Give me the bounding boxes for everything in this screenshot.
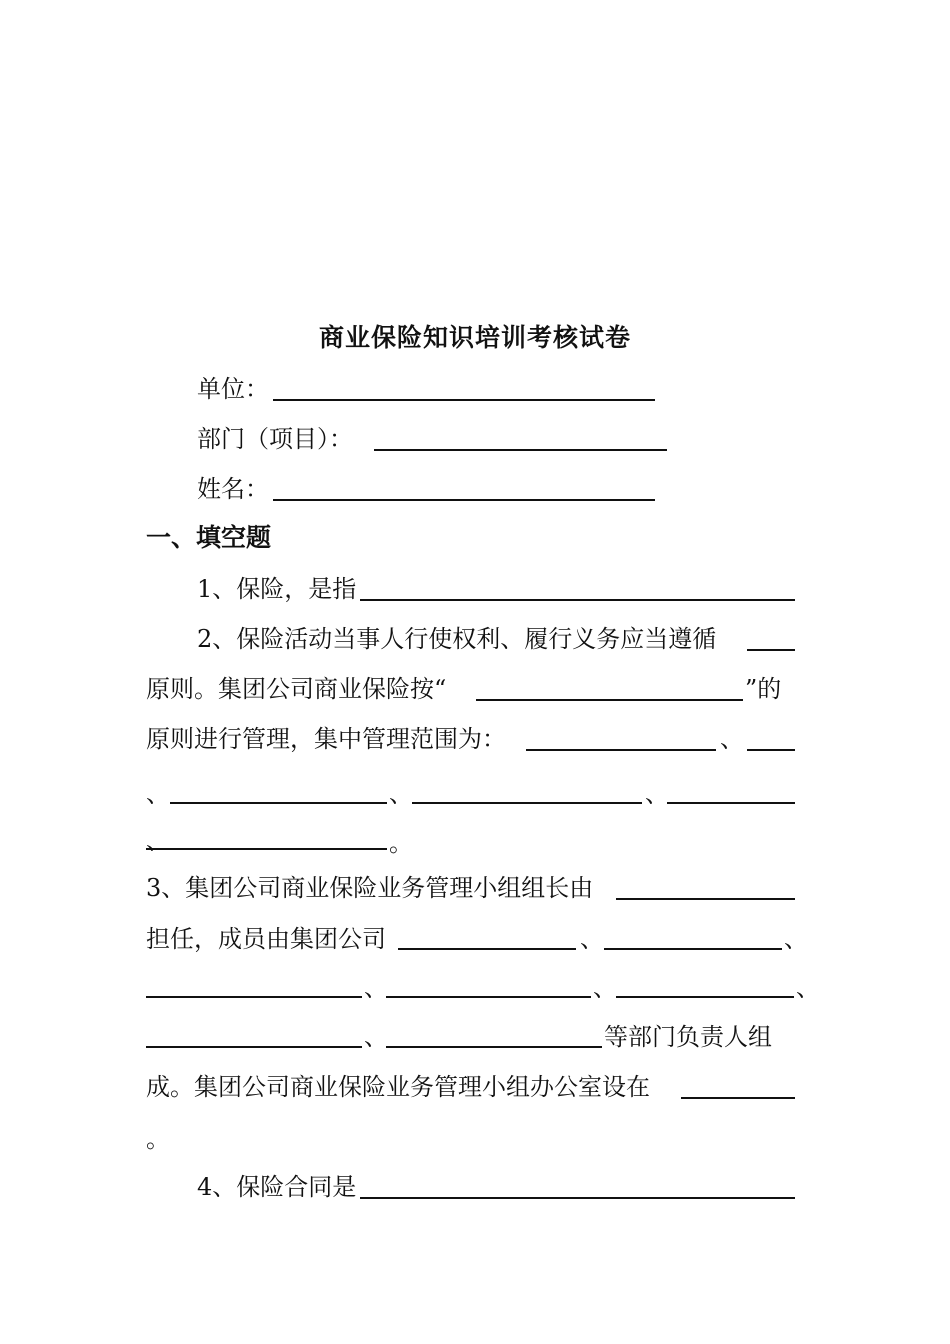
- question-3-blank-2[interactable]: [398, 948, 576, 950]
- unit-label: 单位：: [197, 375, 269, 403]
- department-label: 部门（项目）：: [197, 425, 353, 453]
- separator: 、: [580, 925, 604, 953]
- question-1-text: 1、保险，是指: [197, 575, 357, 603]
- question-3-blank-1[interactable]: [616, 898, 795, 900]
- separator: 、: [146, 780, 170, 808]
- question-3-end-mark: 。: [146, 1125, 170, 1153]
- separator: 、: [593, 974, 617, 1002]
- question-3-blank-8[interactable]: [386, 1046, 602, 1048]
- question-2-blank-6[interactable]: [412, 802, 642, 804]
- question-2-blank-2[interactable]: [476, 699, 743, 701]
- question-3-line-2: 担任，成员由集团公司: [146, 925, 386, 953]
- question-3-blank-5[interactable]: [386, 996, 591, 998]
- question-2-end-mark: 。: [389, 829, 413, 857]
- question-2-blank-1[interactable]: [747, 649, 795, 651]
- question-3-line-4-end: 等部门负责人组: [604, 1023, 772, 1051]
- question-1-blank[interactable]: [360, 599, 795, 601]
- name-label: 姓名：: [197, 475, 269, 503]
- question-2-blank-4[interactable]: [747, 749, 795, 751]
- separator: 、: [364, 974, 388, 1002]
- department-blank[interactable]: [374, 449, 667, 451]
- separator: 、: [645, 780, 669, 808]
- question-3-blank-7[interactable]: [146, 1046, 362, 1048]
- question-2-blank-7[interactable]: [667, 802, 795, 804]
- separator: 、: [796, 974, 820, 1002]
- name-blank[interactable]: [273, 499, 655, 501]
- separator: 、: [784, 925, 808, 953]
- separator: 、: [146, 827, 170, 855]
- question-3-blank-6[interactable]: [616, 996, 794, 998]
- question-3-line-5: 成。集团公司商业保险业务管理小组办公室设在: [146, 1073, 650, 1101]
- question-4-blank[interactable]: [360, 1197, 795, 1199]
- section-heading: 一、填空题: [146, 523, 272, 552]
- question-2-line-3: 原则进行管理，集中管理范围为：: [146, 725, 506, 753]
- question-2-blank-5[interactable]: [170, 802, 387, 804]
- page-title: 商业保险知识培训考核试卷: [318, 323, 631, 352]
- question-3-line-1: 3、集团公司商业保险业务管理小组组长由: [146, 874, 594, 902]
- separator: 、: [389, 780, 413, 808]
- question-4-text: 4、保险合同是: [197, 1173, 357, 1201]
- separator: 、: [720, 725, 744, 753]
- unit-blank[interactable]: [273, 399, 655, 401]
- question-2-line-2-end: ”的: [745, 675, 782, 703]
- separator: 、: [364, 1023, 388, 1051]
- question-2-blank-8[interactable]: [146, 848, 387, 850]
- question-3-blank-4[interactable]: [146, 996, 362, 998]
- question-2-line-1: 2、保险活动当事人行使权利、履行义务应当遵循: [197, 625, 717, 653]
- question-3-blank-3[interactable]: [604, 948, 782, 950]
- question-2-blank-3[interactable]: [526, 749, 716, 751]
- question-2-line-2-start: 原则。集团公司商业保险按“: [146, 675, 447, 703]
- question-3-blank-9[interactable]: [681, 1097, 795, 1099]
